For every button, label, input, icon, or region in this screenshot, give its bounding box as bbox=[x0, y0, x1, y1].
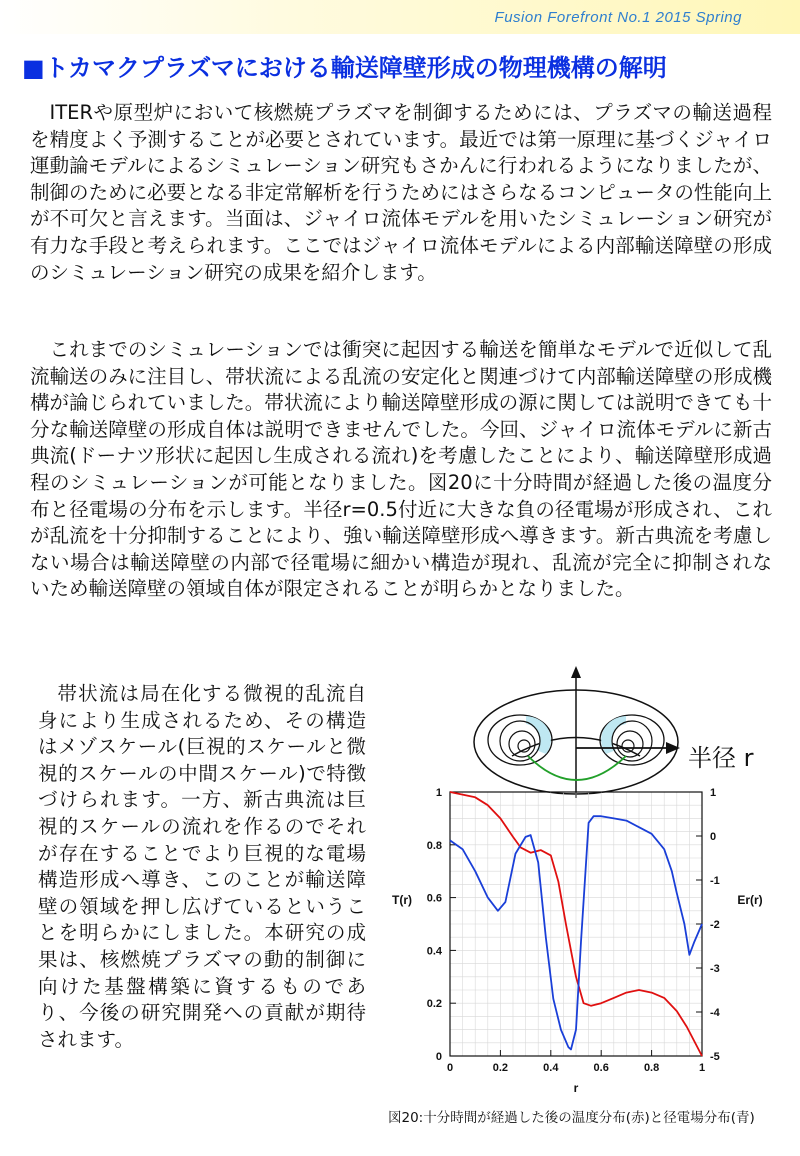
left-y-tick-label: 0.8 bbox=[426, 839, 442, 852]
left-y-tick-label: 0.2 bbox=[426, 998, 442, 1011]
x-axis-label: r bbox=[573, 1081, 579, 1095]
right-y-tick-label: 1 bbox=[710, 787, 717, 799]
torus-diagram bbox=[470, 664, 790, 799]
right-y-tick-label: -1 bbox=[710, 875, 720, 887]
right-y-tick-label: -5 bbox=[710, 1051, 720, 1063]
right-y-tick-label: -2 bbox=[710, 919, 720, 931]
x-tick-label: 1 bbox=[698, 1062, 706, 1074]
right-y-tick-label: 0 bbox=[710, 831, 717, 843]
right-y-tick-label: -3 bbox=[710, 963, 720, 975]
left-y-tick-label: 0.6 bbox=[426, 892, 442, 905]
x-tick-label: 0.4 bbox=[543, 1062, 559, 1074]
body-paragraph-1: ITERや原型炉において核燃焼プラズマを制御するためには、プラズマの輸送過程を精度よく予測することが必要とされています。最近では第一原理に基づくジャイロ運動論モデルによるシミュレーション研究もさかんに行われるようになりましたが、制御のために必要となる非定常解析を行うためにはさらなるコンピュータの性能向上が不可欠と言えます。当面は、ジャイロ流体モデルを用いたシミュレーション研究が有力な手段と考えられます。ここではジャイロ流体モデルによる内部輸送障壁の形成のシミュレーション研究の成果を紹介します。 bbox=[30, 101, 772, 284]
x-tick-label: 0.8 bbox=[643, 1062, 660, 1074]
left-cross-section bbox=[488, 715, 552, 765]
profile-chart bbox=[380, 780, 780, 1110]
right-y-axis-label: Er(r) bbox=[737, 893, 763, 907]
radius-label: 半径 r bbox=[688, 744, 754, 772]
right-y-tick-label: -4 bbox=[710, 1007, 720, 1019]
left-y-tick-label: 0.4 bbox=[426, 945, 442, 958]
left-y-axis-label: T(r) bbox=[392, 893, 412, 907]
article-title: ■トカマクプラズマにおける輸送障壁形成の物理機構の解明 bbox=[22, 54, 667, 82]
left-y-tick-label: 0 bbox=[435, 1051, 442, 1063]
body-paragraph-3: 帯状流は局在化する微視的乱流自身により生成されるため、その構造はメゾスケール(巨視的スケールと微視的スケールの中間スケール)で特徴づけられます。一方、新古典流は巨視的スケールの流れを作るのでそれが存在することでより巨視的な電場構造形成へ導き、このことが輸送障壁の領域を押し広げているということを明らかにしました。本研究の成果は、核燃焼プラズマの動的制御に向けた基盤構築に資するものであり、今後の研究開発への貢献が期待されます。 bbox=[38, 682, 366, 1051]
figure-caption: 図20:十分時間が経過した後の温度分布(赤)と径電場分布(青) bbox=[388, 1110, 755, 1126]
x-tick-label: 0.6 bbox=[593, 1062, 609, 1074]
x-tick-label: 0 bbox=[446, 1062, 454, 1074]
body-paragraph-2: これまでのシミュレーションでは衝突に起因する輸送を簡単なモデルで近似して乱流輸送のみに注目し、帯状流による乱流の安定化と関連づけて内部輸送障壁の形成機構が論じられていました。帯状流により輸送障壁形成の源に関しては説明できても十分な輸送障壁の形成自体は説明できませんでした。今回、ジャイロ流体モデルに新古典流(ドーナツ形状に起因し生成される流れ)を考慮したことにより、輸送障壁形成過程のシミュレーションが可能となりました。図20に十分時間が経過した後の温度分布と径電場の分布を示します。半径r=0.5付近に大きな負の径電場が形成され、これが乱流を十分抑制することにより、強い輸送障壁形成へ導きます。新古典流を考慮しない場合は輸送障壁の内部で径電場に細かい構造が現れ、乱流が完全に抑制されないため輸送障壁の領域自体が限定されることが明らかとなりました。 bbox=[30, 338, 772, 601]
right-cross-section bbox=[600, 715, 664, 765]
publication-header: Fusion Forefront No.1 2015 Spring bbox=[494, 9, 742, 26]
x-tick-label: 0.2 bbox=[492, 1062, 509, 1074]
left-y-tick-label: 1 bbox=[435, 787, 442, 799]
